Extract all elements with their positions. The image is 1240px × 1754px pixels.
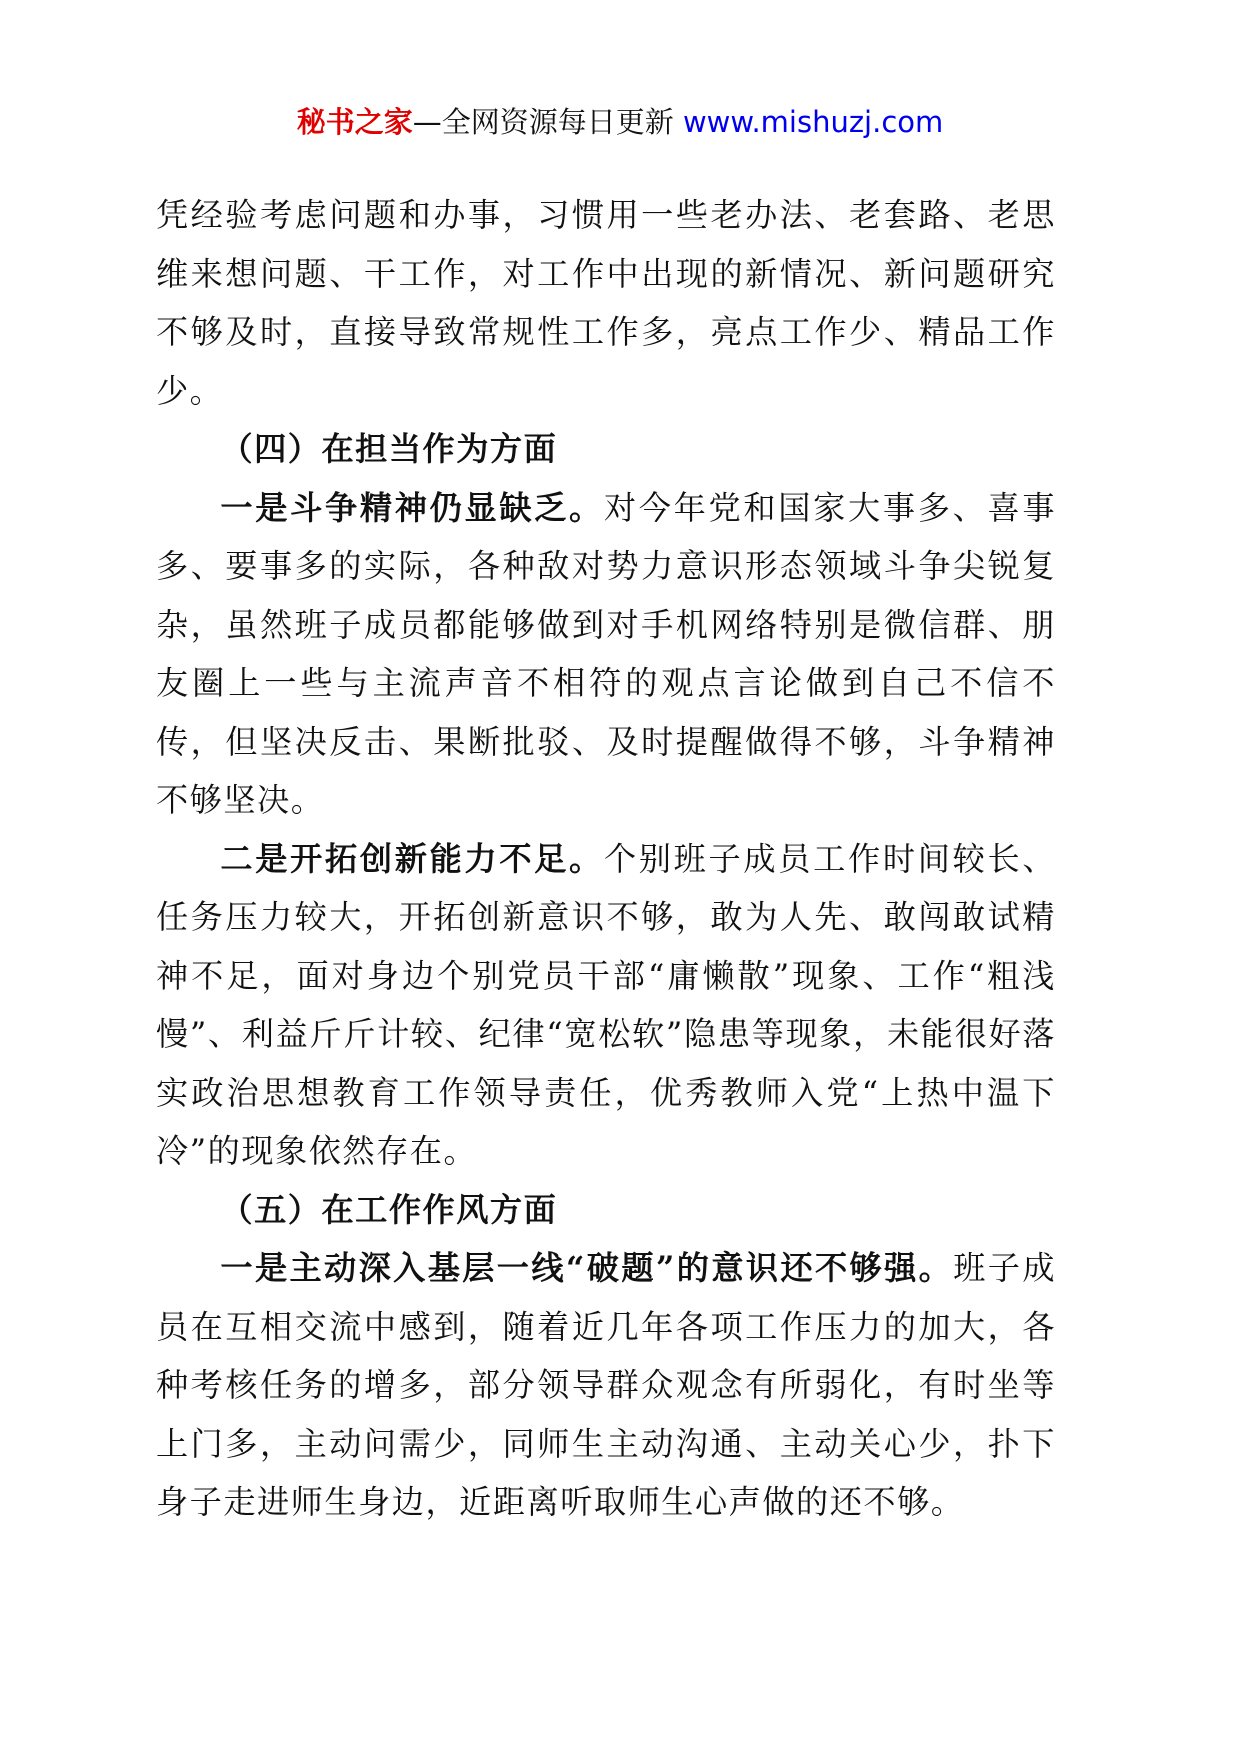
paragraph-text: 凭经验考虑问题和办事，习惯用一些老办法、老套路、老思维来想问题、干工作，对工作中出现的新情况、新问题研究不够及时，直接导致常规性工作多，亮点工作少、精品工作少。	[156, 196, 1056, 410]
site-header	[0, 100, 1240, 144]
site-url-link[interactable]: www.mishuzj.com	[682, 105, 944, 139]
paragraph-lead: 一是主动深入基层一线“破题”的意识还不够强。	[220, 1249, 954, 1287]
section-heading-four: （四）在担当作为方面	[220, 430, 558, 468]
paragraph-continuation	[156, 186, 1056, 420]
paragraph-text: 个别班子成员工作时间较长、任务压力较大，开拓创新意识不够，敢为人先、敢闯敢试精神不足，面对身边个别党员干部“庸懒散”现象、工作“粗浅慢”、利益斤斤计较、纪律“宽松软”隐患等现象，未能很好落实政治思想教育工作领导责任，优秀教师入党“上热中温下冷”的现象依然存在。	[156, 839, 1057, 1170]
document-body	[156, 186, 1056, 1532]
paragraph-lead: 二是开拓创新能力不足。	[220, 839, 604, 878]
site-brand: 秘书之家	[296, 105, 413, 139]
paragraph-grassroots	[156, 1239, 1056, 1532]
paragraph-text: 对今年党和国家大事多、喜事多、要事多的实际，各种敌对势力意识形态领域斗争尖锐复杂，虽然班子成员都能够做到对手机网络特别是微信群、朋友圈上一些与主流声音不相符的观点言论做到自己不信不传，但坚决反击、果断批驳、及时提醒做得不够，斗争精神不够坚决。	[156, 488, 1057, 819]
site-tagline: —全网资源每日更新	[412, 105, 674, 139]
paragraph-lead: 一是斗争精神仍显缺乏。	[220, 488, 604, 527]
paragraph-struggle-spirit	[156, 479, 1056, 830]
paragraph-text: 班子成员在互相交流中感到，随着近几年各项工作压力的加大，各种考核任务的增多，部分领导群众观念有所弱化，有时坐等上门多，主动问需少，同师生主动沟通、主动关心少，扑下身子走进师生身边，近距离听取师生心声做的还不够。	[156, 1249, 1057, 1521]
paragraph-innovation	[156, 830, 1056, 1181]
section-heading-five: （五）在工作作风方面	[220, 1190, 558, 1229]
